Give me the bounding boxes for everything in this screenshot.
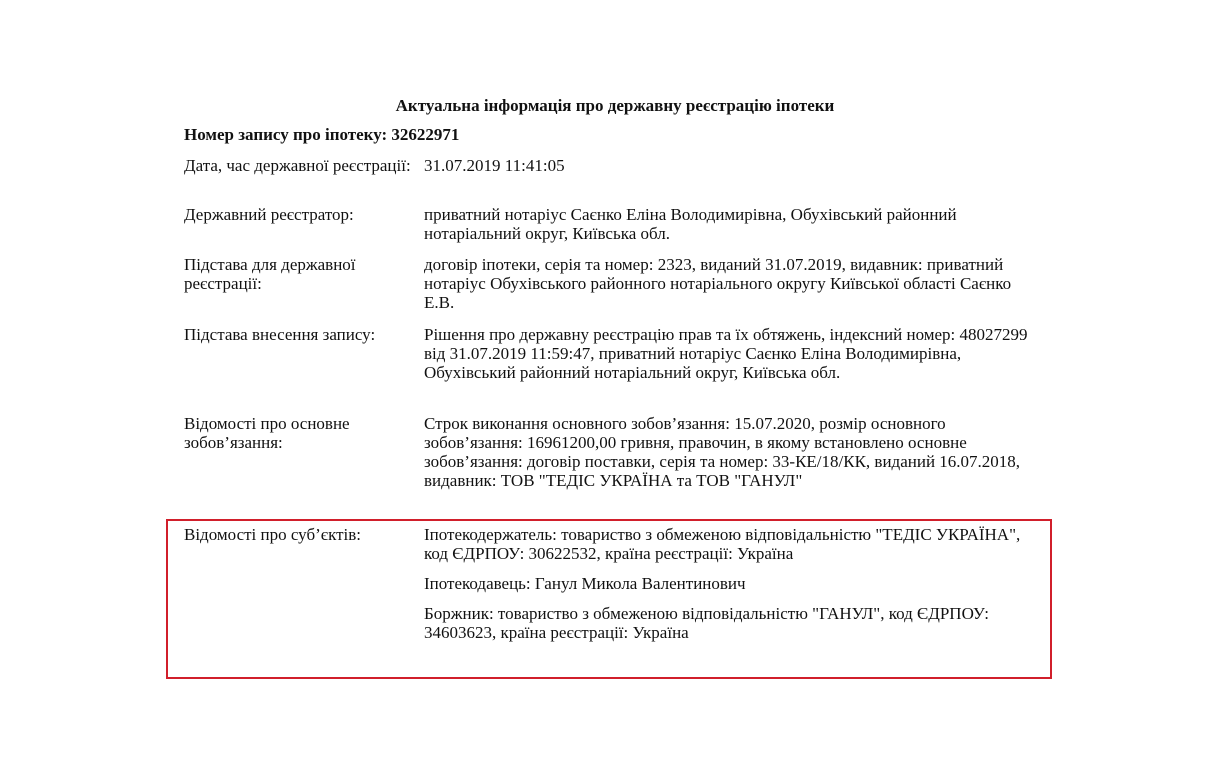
- mortgagor-entry: Іпотекодавець: Ганул Микола Валентинович: [424, 574, 746, 593]
- row-label: Відомості про основне зобов’язання:: [184, 414, 350, 452]
- document-title: Актуальна інформація про державну реєстрацію іпотеки: [395, 96, 835, 115]
- row-label: Державний реєстратор:: [184, 205, 354, 224]
- row-value: договір іпотеки, серія та номер: 2323, виданий 31.07.2019, видавник: приватний нотаріус Обухівського районного нотаріального округу Київської області Саєнко Е.В.: [424, 255, 1012, 312]
- row-label: Підстава для державної реєстрації:: [184, 255, 356, 293]
- debtor-entry: Боржник: товариство з обмеженою відповідальністю "ГАНУЛ", код ЄДРПОУ: 34603623, країна реєстрації: Україна: [424, 604, 990, 642]
- row-label: Відомості про суб’єктів:: [184, 525, 362, 544]
- row-value: Рішення про державну реєстрацію прав та їх обтяжень, індексний номер: 48027299 від 31.07.2019 11:59:47, приватний нотаріус Саєнко Еліна Володимирівна, Обухівський районний нотаріальний округ, Київська обл.: [424, 325, 1028, 382]
- row-label: Підстава внесення запису:: [184, 325, 376, 344]
- mortgagee-entry: Іпотекодержатель: товариство з обмеженою відповідальністю "ТЕДІС УКРАЇНА", код ЄДРПОУ: 30622532, країна реєстрації: Україна: [424, 525, 1021, 563]
- row-value: приватний нотаріус Саєнко Еліна Володимирівна, Обухівський районний нотаріальний округ, Київська обл.: [424, 205, 957, 243]
- record-number: Номер запису про іпотеку: 32622971: [184, 125, 460, 144]
- row-value: Строк виконання основного зобов’язання: 15.07.2020, розмір основного зобов’язання: 16961200,00 гривня, правочин, в якому встановлено основне зобов’язання: договір поставки, серія та номер: 33-КЕ/18/КК, виданий 16.07.2018, видавник: ТОВ "ТЕДІС УКРАЇНА та ТОВ "ГАНУЛ": [424, 414, 1021, 490]
- subjects-highlight-box: [166, 519, 1052, 679]
- row-label: Дата, час державної реєстрації:: [184, 156, 411, 175]
- row-value: 31.07.2019 11:41:05: [424, 156, 565, 175]
